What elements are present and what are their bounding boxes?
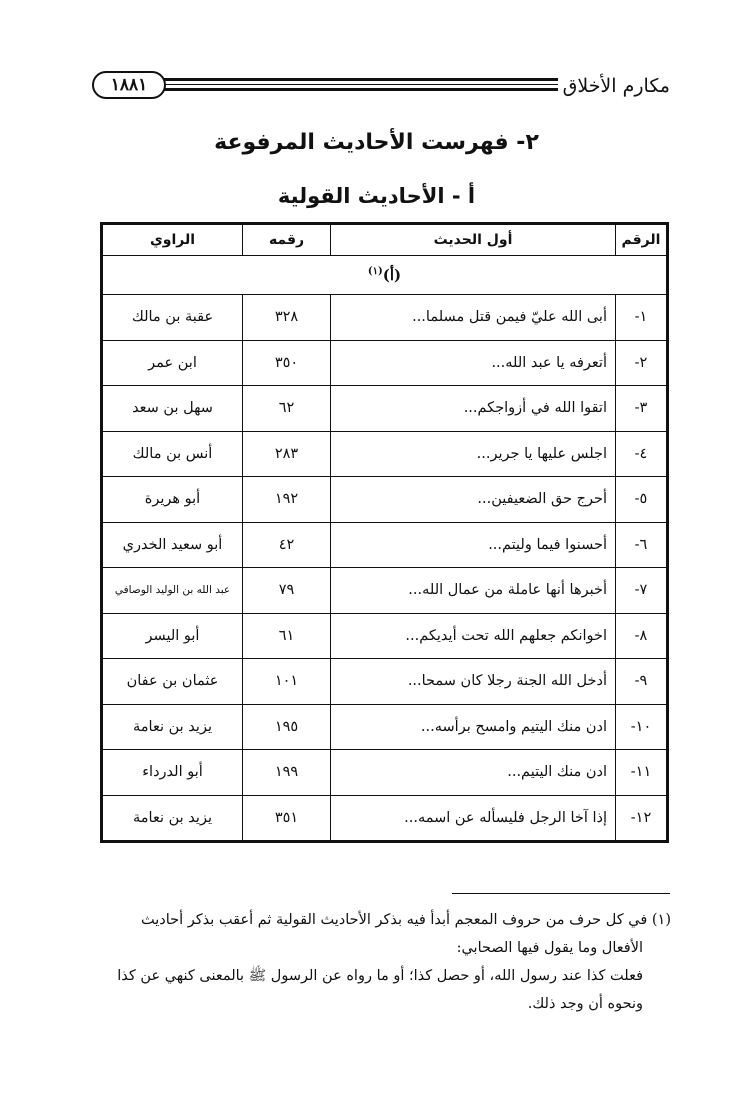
table-row: [102, 522, 668, 568]
table-row: [102, 295, 668, 341]
table-row: [102, 568, 668, 614]
hadith-ref: ٦١: [243, 613, 331, 659]
narrator: ابن عمر: [102, 340, 243, 386]
hadith-ref: ١٩٥: [243, 704, 331, 750]
row-number: ٧-: [616, 568, 668, 614]
table-row: [102, 750, 668, 796]
table-row: [102, 477, 668, 523]
hadith-ref: ٣٢٨: [243, 295, 331, 341]
hadith-opening: أدخل الله الجنة رجلا كان سمحا...: [331, 659, 616, 705]
hadith-ref: ٦٢: [243, 386, 331, 432]
page-header: [92, 70, 670, 102]
row-number: ٨-: [616, 613, 668, 659]
footnote-rule: [452, 893, 670, 894]
row-number: ١٠-: [616, 704, 668, 750]
header-ref: رقمه: [243, 224, 331, 256]
table-row: [102, 613, 668, 659]
narrator: أبو هريرة: [102, 477, 243, 523]
table-header-row: [102, 224, 668, 256]
narrator: يزيد بن نعامة: [102, 795, 243, 842]
header-narrator: الراوي: [102, 224, 243, 256]
hadith-opening: أخبرها أنها عاملة من عمال الله...: [331, 568, 616, 614]
hadith-index-table: [103, 222, 669, 843]
running-title: مكارم الأخلاق: [562, 75, 670, 97]
hadith-ref: ١٩٢: [243, 477, 331, 523]
header-rule: [152, 78, 558, 91]
row-number: ٤-: [616, 431, 668, 477]
row-number: ١١-: [616, 750, 668, 796]
narrator: أبو اليسر: [102, 613, 243, 659]
narrator: يزيد بن نعامة: [102, 704, 243, 750]
narrator: أبو سعيد الخدري: [102, 522, 243, 568]
hadith-ref: ١٩٩: [243, 750, 331, 796]
hadith-ref: ١٠١: [243, 659, 331, 705]
hadith-opening: أحسنوا فيما وليتم...: [331, 522, 616, 568]
narrator: أبو الدرداء: [102, 750, 243, 796]
hadith-opening: ادن منك اليتيم...: [331, 750, 616, 796]
narrator: أنس بن مالك: [102, 431, 243, 477]
row-number: ٣-: [616, 386, 668, 432]
narrator: عثمان بن عفان: [102, 659, 243, 705]
footnote-line: ونحوه أن وجد ذلك.: [527, 996, 643, 1012]
narrator: عبد الله بن الوليد الوصافي: [102, 568, 243, 614]
narrator: عقبة بن مالك: [102, 295, 243, 341]
hadith-ref: ٣٥٠: [243, 340, 331, 386]
footnote-line: فعلت كذا عند رسول الله، أو حصل كذا؛ أو ما رواه عن الرسول ﷺ بالمعنى كنهي عن كذا: [117, 968, 643, 984]
footnote-mark: (١): [367, 266, 383, 277]
hadith-opening: اخوانكم جعلهم الله تحت أيديكم...: [331, 613, 616, 659]
hadith-opening: أبى الله عليّ فيمن قتل مسلما...: [331, 295, 616, 341]
header-text: أول الحديث: [331, 224, 616, 256]
footnotes: [101, 906, 671, 1018]
hadith-opening: اتقوا الله في أزواجكم...: [331, 386, 616, 432]
table-row: [102, 340, 668, 386]
group-label: (أ)$^{(١)}$: [102, 256, 668, 295]
row-number: ٥-: [616, 477, 668, 523]
group-row: [102, 256, 668, 295]
footnote-line: (١) في كل حرف من حروف المعجم أبدأ فيه بذكر الأحاديث القولية ثم أعقب بذكر أحاديث: [140, 912, 671, 928]
page-number: ١٨٨١: [92, 71, 166, 99]
table-row: [102, 386, 668, 432]
row-number: ٦-: [616, 522, 668, 568]
hadith-ref: ٢٨٣: [243, 431, 331, 477]
hadith-ref: ٧٩: [243, 568, 331, 614]
row-number: ١-: [616, 295, 668, 341]
row-number: ١٢-: [616, 795, 668, 842]
table-row: [102, 704, 668, 750]
hadith-opening: ادن منك اليتيم وامسح برأسه...: [331, 704, 616, 750]
hadith-opening: أتعرفه يا عبد الله...: [331, 340, 616, 386]
narrator: سهل بن سعد: [102, 386, 243, 432]
footnote-line: الأفعال وما يقول فيها الصحابي:: [456, 940, 643, 956]
table-row: [102, 431, 668, 477]
table-row: [102, 659, 668, 705]
hadith-ref: ٣٥١: [243, 795, 331, 842]
hadith-opening: أحرج حق الضعيفين...: [331, 477, 616, 523]
header-num: الرقم: [616, 224, 668, 256]
hadith-ref: ٤٢: [243, 522, 331, 568]
hadith-opening: إذا آخا الرجل فليسأله عن اسمه...: [331, 795, 616, 842]
table-row: [102, 795, 668, 842]
hadith-opening: اجلس عليها يا جرير...: [331, 431, 616, 477]
sub-title: أ - الأحاديث القولية: [277, 184, 476, 208]
row-number: ٩-: [616, 659, 668, 705]
section-title: ٢- فهرست الأحاديث المرفوعة: [214, 130, 539, 155]
row-number: ٢-: [616, 340, 668, 386]
